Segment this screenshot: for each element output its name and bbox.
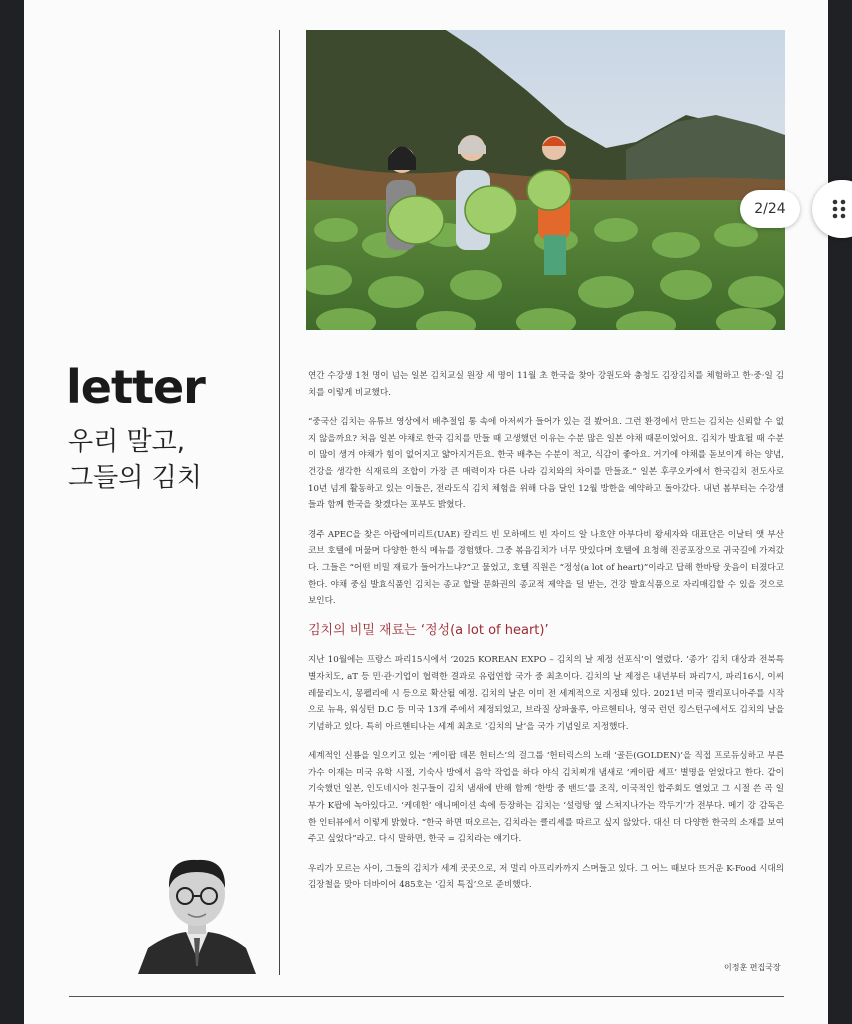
section-subtitle	[68, 424, 268, 496]
page-counter: 2/24	[740, 190, 800, 228]
author-signature: 이정훈 편집국장	[724, 963, 781, 972]
column-divider	[279, 30, 280, 975]
paragraph: “중국산 김치는 유튜브 영상에서 배추절임 통 속에 아저씨가 들어가 있는 걸 봤어요. 그런 환경에서 만드는 김치는 신뢰할 수 없지 않을까요? 처음 일본 야채로 한국 김치를 만들 때 고생했던 이유는 수분 많은 일본 야채 때문이었어요. 김치가 발효될 때 수분이 많이 생겨 야채가 힘이 없어지고 얇아지거든요. 한국 배추는 수분이 적고, 식감이 좋아요. 거기에 야채를 돋보이게 하는 양념, 건강을 생각한 식재료의 조합이 가장 큰 매력이자 다른 나라 김치와의 차이를 만들죠.” 일본 후쿠오카에서 한국김치 전도사로 10년 넘게 활동하고 있는 이들은, 전라도식 김치 체험을 위해 다음 달인 12월 방한을 예약하고 돌아갔다. 내년 봄부터는 수강생들과 함께 한국을 찾겠다는 포부도 밝혔다.	[308, 417, 784, 511]
subtitle-line-1: 우리 말고,	[68, 427, 185, 457]
magazine-page	[24, 0, 828, 1024]
paragraph: 세계적인 신룡을 일으키고 있는 ‘케이팝 데몬 헌터스’의 걸그룹 ‘헌터릭스의 노래 ‘골든(GOLDEN)’을 직접 프로듀싱하고 부른 가수 이재는 미국 유학 시절, 기숙사 방에서 음악 작업을 하다 야식 김치찌개 냄새로 ‘케이팝 셰프’ 별명을 얻었다고 한다. 같이 기숙했던 일본, 인도네시아 친구들이 김치 냄새에 반해 함께 ‘한방 중 밴드’를 조직, 이국적인 합주회도 열었고 그 시절 쓴 곡 일부가 K팝에 녹아있다고. ‘케데헌’ 애니메이션 속에 등장하는 김치는 ‘설렁탕 옆 스쳐지나가는 깍두기’가 전부다. 메기 강 감독은 한 인터뷰에서 이렇게 밝혔다. “한국 하면 떠오르는, 김치라는 클리셰를 따르고 싶지 않았다. 대신 더 다양한 한국의 소재를 보여주고 싶었다”라고. 다시 말하면, 한국 = 김치라는 얘기다.	[308, 751, 784, 845]
paragraph: 경주 APEC을 찾은 아랍에미리트(UAE) 칼리드 빈 모하메드 빈 자이드 알 나흐얀 아부다비 왕세자와 대표단은 이날터 앳 부산 코브 호텔에 머물며 다양한 한식 메뉴를 경험했다. 그중 볶음김치가 너무 맛있다며 호텔에 요청해 진공포장으로 귀국길에 가져갔다. 그들은 “어떤 비밀 재료가 들어가느냐?”고 물었고, 호텔 직원은 “정성(a lot of heart)”이라고 답해 한바탕 웃음이 터졌다고 한다. 야채 중심 발효식품인 김치는 종교 할랄 문화권의 종교적 제약을 덜 받는, 건강 발효식품으로 자리매김할 수 있을 것으로 보인다.	[308, 529, 784, 607]
grid-dots-icon	[832, 199, 846, 219]
author-portrait	[138, 848, 256, 974]
section-title: letter	[66, 360, 205, 414]
paragraph: 우리가 모르는 사이, 그들의 김치가 세계 곳곳으로, 저 멀리 아프리카까지 스며들고 있다. 그 어느 때보다 뜨거운 K-Food 시대의 김장철을 맞아 더바이어 485호는 ‘김치 특집’으로 준비했다.	[308, 863, 784, 891]
paragraph: 연간 수강생 1천 명이 넘는 일본 김치교실 원장 세 명이 11월 초 한국을 찾아 강원도와 충청도 김장김치를 체험하고 한·중·일 김치를 이렇게 비교했다.	[308, 371, 784, 398]
subtitle-line-2: 그들의 김치	[68, 463, 202, 493]
paragraph: 지난 10월에는 프랑스 파리15시에서 ‘2025 KOREAN EXPO – 김치의 날 제정 선포식’이 열렸다. ‘종가’ 김치 대상과 전북특별자치도, aT 등 민·관·기업이 협력한 결과로 유럽연합 국가 중 최초이다. 김치의 날 제정은 내년부터 파리7시, 파리16시, 이씨레물리노시, 몽펠리에 시 등으로 확산될 예정. 김치의 날은 이미 전 세계적으로 지정돼 있다. 2021년 미국 캘리포니아주를 시작으로 뉴욕, 워싱턴 D.C 등 미국 13개 주에서 제정되었고, 브라질 상파울루, 아르헨티나, 영국 런던 킹스턴구에서도 김치의 날을 기념하고 있다. 특히 아르헨티나는 세계 최초로 ‘김치의 날’을 국가 기념일로 지정했다.	[308, 655, 784, 732]
article-body	[308, 368, 784, 907]
cabbage-field-photo	[306, 30, 785, 330]
bottom-rule	[69, 996, 784, 997]
article-subhead: 김치의 비밀 재료는 ‘정성(a lot of heart)’	[308, 622, 549, 638]
